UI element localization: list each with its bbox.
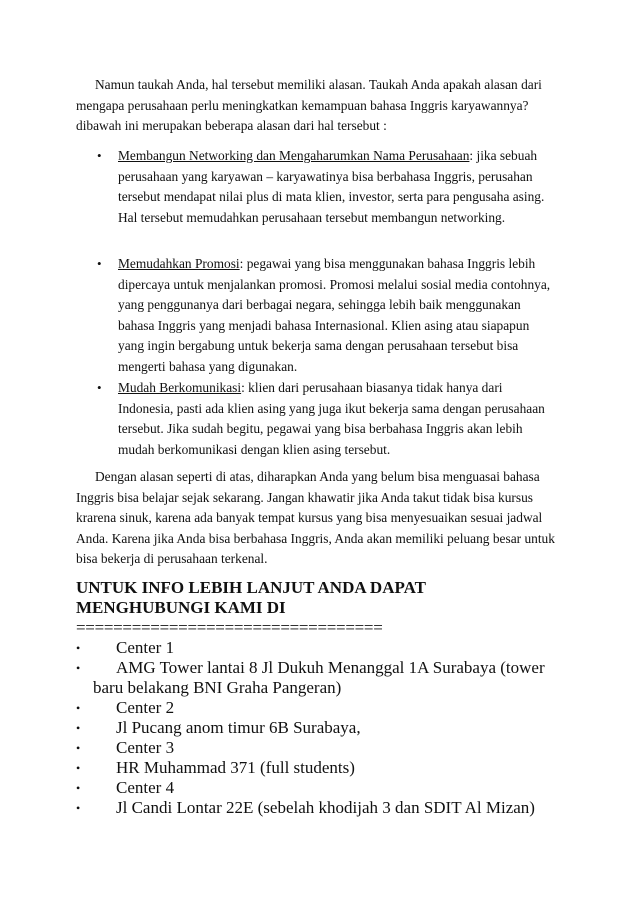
intro-paragraph: Namun taukah Anda, hal tersebut memiliki alasan. Taukah Anda apakah alasan dari mengapa perusahaan perlu meningkatkan kemampuan bahasa Inggris karyawannya? dibawah ini merupakan beberapa alasan dari hal tersebut : [76, 77, 542, 133]
contact-text: Center 3 [116, 738, 175, 757]
contact-item [76, 698, 596, 718]
contact-item [76, 738, 596, 758]
contact-item [76, 758, 596, 778]
bullet-icon: • [97, 380, 102, 395]
reason-title: Membangun Networking dan Mengaharumkan Nama Perusahaan [118, 148, 470, 163]
contact-text: AMG Tower lantai 8 Jl Dukuh Menanggal 1A Surabaya (tower [116, 658, 545, 677]
bullet-icon: • [76, 721, 81, 735]
reason-text: : pegawai yang bisa menggunakan bahasa Inggris lebih dipercaya untuk menjalankan promosi. Promosi melalui sosial media contohnya, yang penggunanya dari berbagai negara, sehingga lebih baik menggunakan bahasa Inggris yang menjadi bahasa Internasional. Klien asing atau siapapun yang ingin bergabung untuk bekerja sama dengan perusahaan tersebut bisa mengerti bahasa yang digunakan. [118, 256, 551, 374]
contact-heading-line: MENGHUBUNGI KAMI DI [76, 598, 286, 617]
contact-item [76, 778, 596, 798]
bullet-icon: • [76, 761, 81, 775]
reason-title: Memudahkan Promosi [118, 256, 240, 271]
contact-text: Jl Candi Lontar 22E (sebelah khodijah 3 dan SDIT Al Mizan) [116, 798, 535, 817]
bullet-icon: • [97, 256, 102, 271]
reason-item [97, 254, 558, 377]
reason-item [97, 146, 558, 228]
reason-title: Mudah Berkomunikasi [118, 380, 242, 395]
bullet-icon: • [97, 148, 102, 163]
bullet-icon: • [76, 661, 81, 675]
reason-text: : klien dari perusahaan biasanya tidak hanya dari Indonesia, pasti ada klien asing yang juga ikut bekerja sama dengan perusahaan tersebut. Jika sudah begitu, pegawai yang bisa berbahasa Inggris akan lebih mudah berkomunikasi dengan klien asing tersebut. [118, 380, 545, 457]
bullet-icon: • [76, 801, 81, 815]
reason-text: : jika sebuah perusahaan yang karyawan – karyawatinya bisa berbahasa Inggris, perusahan tersebut mendapat nilai plus di mata klien, investor, serta para pengusaha asing. Hal tersebut memudahkan perusahaan tersebut membangun networking. [118, 148, 545, 225]
bullet-icon: • [76, 741, 81, 755]
bullet-icon: • [76, 781, 81, 795]
divider: ================================= [76, 618, 383, 637]
contact-item [76, 718, 596, 738]
contact-heading [76, 578, 576, 618]
contact-text: Jl Pucang anom timur 6B Surabaya, [116, 718, 361, 737]
contact-item [76, 638, 596, 658]
contact-text: Center 2 [116, 698, 175, 717]
contact-item [76, 658, 596, 698]
bullet-icon: • [76, 641, 81, 655]
reason-item [97, 378, 558, 460]
contact-text: HR Muhammad 371 (full students) [116, 758, 355, 777]
contact-heading-line: UNTUK INFO LEBIH LANJUT ANDA DAPAT [76, 578, 426, 597]
contact-text: Center 4 [116, 778, 175, 797]
contact-text-continuation: baru belakang BNI Graha Pangeran) [93, 678, 342, 697]
contact-item [76, 798, 596, 818]
contact-text: Center 1 [116, 638, 175, 657]
bullet-icon: • [76, 701, 81, 715]
closing-paragraph: Dengan alasan seperti di atas, diharapkan Anda yang belum bisa menguasai bahasa Inggris bisa belajar sejak sekarang. Jangan khawatir jika Anda takut tidak bisa kursus krarena sinuk, karena ada banyak tempat kursus yang bisa menyesuaikan sesuai jadwal Anda. Karena jika Anda bisa berbahasa Inggris, Anda akan memiliki peluang besar untuk bisa bekerja di perusahaan terkenal. [76, 469, 555, 566]
